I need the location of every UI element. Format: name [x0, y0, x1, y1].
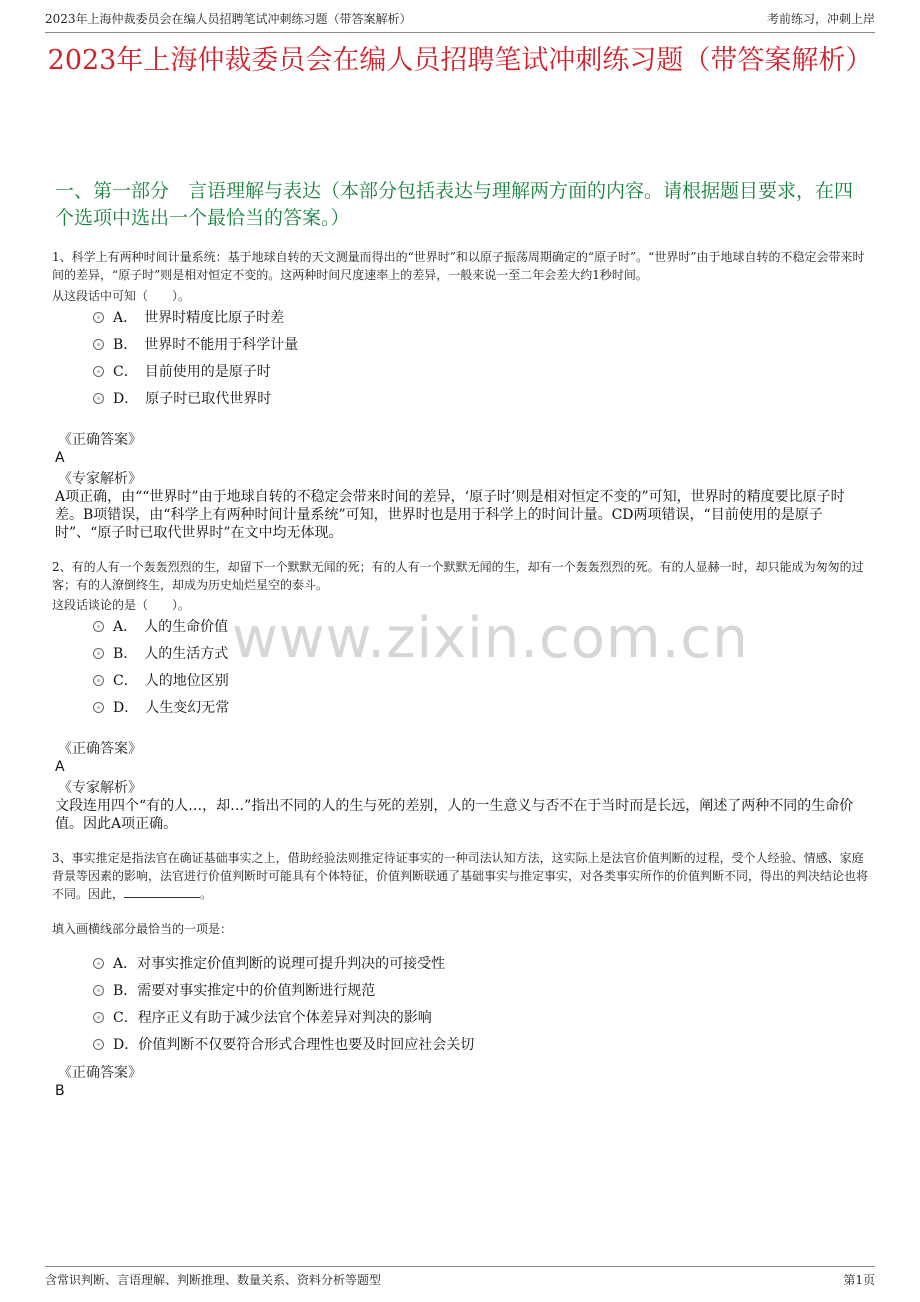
- question-3-prompt: 填入画横线部分最恰当的一项是：: [52, 922, 233, 936]
- header-divider: [45, 32, 875, 33]
- question-3-option-a[interactable]: A．对事实推定价值判断的说理可提升判决的可接受性: [93, 954, 445, 974]
- answer-blank: [124, 886, 200, 898]
- radio-icon[interactable]: [93, 1012, 104, 1023]
- question-3-option-d[interactable]: D．价值判断不仅要符合形式合理性也要及时回应社会关切: [93, 1035, 474, 1055]
- radio-icon[interactable]: [93, 393, 104, 404]
- question-1-analysis: A项正确，由““世界时”由于地球自转的不稳定会带来时间的差异，‘原子时’则是相对恒定不变的”可知，世界时的精度要比原子时差。B项错误，由“科学上有两种时间计量系统”可知，世界时也是用于科学上的时间计量。CD两项错误，“目前使用的是原子时”、“原子时已取代世界时”在文中均无体现。: [55, 489, 845, 541]
- document-title: 2023年上海仲裁委员会在编人员招聘笔试冲刺练习题（带答案解析）: [47, 45, 873, 76]
- footer-topics: 含常识判断、言语理解、判断推理、数量关系、资料分析等题型: [45, 1273, 382, 1287]
- radio-icon[interactable]: [93, 339, 104, 350]
- radio-icon[interactable]: [93, 985, 104, 996]
- section-heading: 一、第一部分 言语理解与表达（本部分包括表达与理解两方面的内容。请根据题目要求，在四个选项中选出一个最恰当的答案。）: [55, 180, 854, 229]
- question-3-answer: B: [55, 1083, 65, 1099]
- radio-icon[interactable]: [93, 621, 104, 632]
- footer-divider: [45, 1266, 875, 1267]
- question-2-analysis-label: 《专家解析》: [58, 780, 142, 796]
- question-2-prompt: 这段话谈论的是（ ）。: [52, 598, 191, 612]
- question-2-option-c[interactable]: C． 人的地位区别: [93, 671, 229, 691]
- watermark: www.zixin.com.cn: [232, 606, 749, 671]
- question-2-answer: A: [55, 759, 65, 775]
- radio-icon[interactable]: [93, 675, 104, 686]
- question-1-option-c[interactable]: C． 目前使用的是原子时: [93, 362, 271, 382]
- radio-icon[interactable]: [93, 958, 104, 969]
- question-1-option-a[interactable]: A． 世界时精度比原子时差: [93, 308, 284, 328]
- question-2-answer-label: 《正确答案》: [58, 741, 142, 757]
- question-2-analysis: 文段连用四个“有的人…，却…”指出不同的人的生与死的差别，人的一生意义与否不在于当时而是长远，阐述了两种不同的生命价值。因此A项正确。: [55, 798, 854, 832]
- question-1-option-d[interactable]: D． 原子时已取代世界时: [93, 389, 271, 409]
- radio-icon[interactable]: [93, 702, 104, 713]
- question-1-answer-label: 《正确答案》: [58, 432, 142, 448]
- page-number: 第1页: [843, 1273, 875, 1287]
- page-header-title: 2023年上海仲裁委员会在编人员招聘笔试冲刺练习题（带答案解析）: [45, 12, 412, 26]
- question-2-stem: 2、有的人有一个轰轰烈烈的生，却留下一个默默无闻的死；有的人有一个默默无闻的生，却有一个轰轰烈烈的死。有的人显赫一时，却只能成为匆匆的过客；有的人潦倒终生，却成为历史灿烂星空的泰斗。: [52, 560, 864, 592]
- question-2-option-a[interactable]: A． 人的生命价值: [93, 617, 228, 637]
- question-3-option-c[interactable]: C．程序正义有助于减少法官个体差异对判决的影响: [93, 1008, 432, 1028]
- radio-icon[interactable]: [93, 1039, 104, 1050]
- question-2-option-d[interactable]: D． 人生变幻无常: [93, 698, 229, 718]
- question-1-analysis-label: 《专家解析》: [58, 471, 142, 487]
- question-1-answer: A: [55, 450, 65, 466]
- question-1-stem: 1、科学上有两种时间计量系统：基于地球自转的天文测量而得出的“世界时”和以原子振荡周期确定的“原子时”。“世界时”由于地球自转的不稳定会带来时间的差异，“原子时”则是相对恒定不变的。这两种时间尺度速率上的差异，一般来说一至二年会差大约1秒时间。: [52, 250, 865, 282]
- question-1-prompt: 从这段话中可知（ ）。: [52, 289, 191, 303]
- question-3-answer-label: 《正确答案》: [58, 1065, 142, 1081]
- question-3-stem: 3、事实推定是指法官在确证基础事实之上，借助经验法则推定待证事实的一种司法认知方法，这实际上是法官价值判断的过程，受个人经验、情感、家庭背景等因素的影响，法官进行价值判断时可能具有个体特征，价值判断联通了基础事实与推定事实，对各类事实所作的价值判断不同，得出的判决结论也将不同。因此， 。: [52, 851, 869, 901]
- radio-icon[interactable]: [93, 648, 104, 659]
- question-1-option-b[interactable]: B． 世界时不能用于科学计量: [93, 335, 298, 355]
- page-header-slogan: 考前练习，冲刺上岸: [766, 12, 875, 26]
- question-2-option-b[interactable]: B． 人的生活方式: [93, 644, 228, 664]
- question-3-option-b[interactable]: B．需要对事实推定中的价值判断进行规范: [93, 981, 375, 1001]
- radio-icon[interactable]: [93, 366, 104, 377]
- radio-icon[interactable]: [93, 312, 104, 323]
